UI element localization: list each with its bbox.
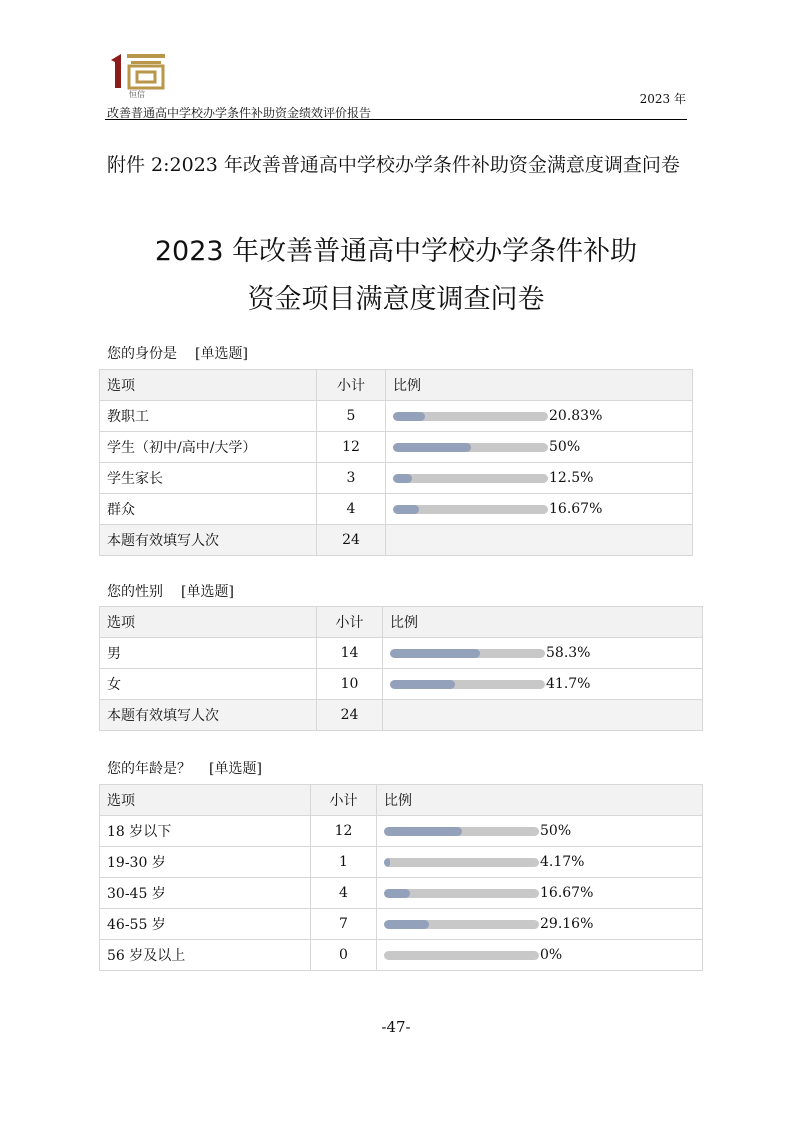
option-count: 4 [311,878,377,909]
col-option-header: 选项 [100,370,317,401]
option-count: 14 [317,638,383,669]
ratio-bar-fill [393,443,471,452]
option-count: 10 [317,669,383,700]
total-label: 本题有效填写人次 [100,700,317,731]
ratio-percent: 41.7% [546,676,591,692]
ratio-percent: 4.17% [540,854,585,870]
ratio-bar-fill [384,889,410,898]
ratio-bar-fill [390,680,455,689]
question-type-tag: [单选题] [195,346,248,362]
header-year: 2023 年 [639,92,686,106]
ratio-bar-fill [393,474,412,483]
ratio-bar-fill [390,649,480,658]
table-header-row [100,370,693,401]
table-row [100,816,703,847]
ratio-bar-fill [393,505,419,514]
company-logo [107,52,169,98]
option-label: 30-45 岁 [100,878,311,909]
option-label: 46-55 岁 [100,909,311,940]
total-row [100,700,703,731]
question-type-tag: [单选题] [181,584,234,600]
total-row [100,525,693,556]
option-label: 56 岁及以上 [100,940,311,971]
ratio-bar [393,412,548,421]
question-title-text: 您的性别 [107,584,163,600]
ratio-percent: 0% [540,947,563,963]
col-count-header: 小计 [317,607,383,638]
header-report-title: 改善普通高中学校办学条件补助资金绩效评价报告 [107,106,372,120]
ratio-bar-fill [393,412,425,421]
table-row [100,878,703,909]
table-row [100,463,693,494]
header-divider [105,119,687,120]
total-label: 本题有效填写人次 [100,525,317,556]
question-title-text: 您的身份是 [107,346,177,362]
option-label: 学生家长 [100,463,317,494]
ratio-bar [384,858,539,867]
ratio-percent: 16.67% [549,501,603,517]
option-label: 群众 [100,494,317,525]
ratio-bar [384,920,539,929]
ratio-percent: 58.3% [546,645,591,661]
option-label: 男 [100,638,317,669]
option-label: 女 [100,669,317,700]
ratio-bar-fill [384,920,429,929]
ratio-percent: 29.16% [540,916,594,932]
survey-title-line1: 2023 年改善普通高中学校办学条件补助 [154,236,638,267]
ratio-bar [390,649,545,658]
option-count: 12 [311,816,377,847]
table-row [100,494,693,525]
table-row [100,401,693,432]
total-count: 24 [317,700,383,731]
table-header-row [100,785,703,816]
col-ratio-header: 比例 [386,370,693,401]
question-1-title [107,343,248,363]
attachment-title: 附件 2:2023 年改善普通高中学校办学条件补助资金满意度调查问卷 [107,154,680,176]
table-row [100,638,703,669]
option-count: 3 [317,463,386,494]
ratio-bar [393,443,548,452]
table-row [100,432,693,463]
ratio-bar [390,680,545,689]
ratio-percent: 12.5% [549,470,594,486]
question-3-title [107,758,262,778]
table-row [100,669,703,700]
ratio-bar [384,889,539,898]
option-count: 0 [311,940,377,971]
ratio-percent: 16.67% [540,885,594,901]
option-count: 5 [317,401,386,432]
ratio-bar [393,505,548,514]
survey-title-line2: 资金项目满意度调查问卷 [247,284,545,315]
survey-title [96,228,696,324]
table-row [100,847,703,878]
ratio-percent: 50% [549,439,581,455]
option-label: 学生（初中/高中/大学） [100,432,317,463]
total-count: 24 [317,525,386,556]
col-ratio-header: 比例 [383,607,703,638]
option-count: 1 [311,847,377,878]
ratio-bar [384,827,539,836]
ratio-percent: 20.83% [549,408,603,424]
question-3-table [99,784,703,971]
col-count-header: 小计 [317,370,386,401]
ratio-bar [393,474,548,483]
ratio-bar-fill [384,858,390,867]
ratio-bar-fill [384,827,462,836]
page-number: -47- [381,1018,411,1036]
question-type-tag: [单选题] [209,761,262,777]
question-2-table [99,606,703,731]
question-2-title [107,581,234,601]
option-label: 教职工 [100,401,317,432]
col-option-header: 选项 [100,785,311,816]
ratio-bar [384,951,539,960]
table-row [100,940,703,971]
col-ratio-header: 比例 [377,785,703,816]
table-header-row [100,607,703,638]
option-count: 7 [311,909,377,940]
question-1-table [99,369,693,556]
ratio-percent: 50% [540,823,572,839]
option-count: 4 [317,494,386,525]
option-count: 12 [317,432,386,463]
table-row [100,909,703,940]
logo-text: 恒信 [129,90,145,98]
col-option-header: 选项 [100,607,317,638]
option-label: 19-30 岁 [100,847,311,878]
col-count-header: 小计 [311,785,377,816]
option-label: 18 岁以下 [100,816,311,847]
question-title-text: 您的年龄是？ [107,761,191,777]
